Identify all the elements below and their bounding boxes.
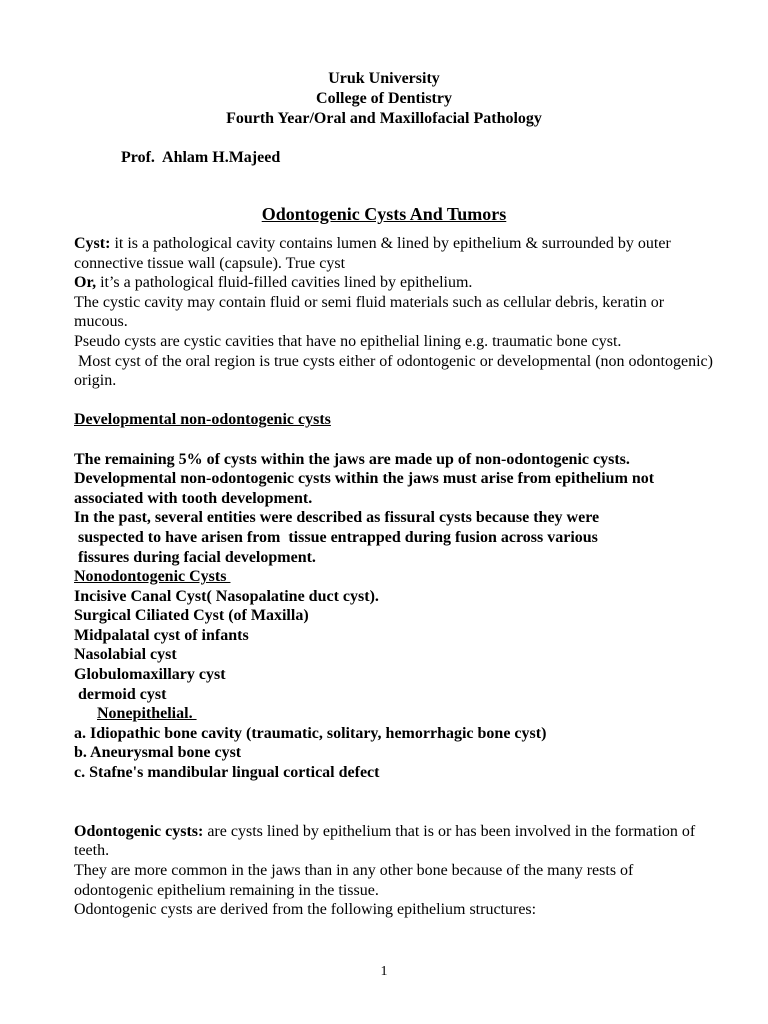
- cyst-origin: Most cyst of the oral region is true cysts either of odontogenic or developmental (non odontogenic) origin.: [74, 352, 717, 390]
- nonodontogenic-heading: Nonodontogenic Cysts: [74, 568, 231, 586]
- spacer: [74, 783, 714, 822]
- odontogenic-def-text: are cysts lined by epithelium that is or has been involved in the formation of teeth.: [74, 822, 700, 860]
- alt-definition: [74, 273, 714, 293]
- university-name: Uruk University: [328, 70, 440, 87]
- list-item: a. Idiopathic bone cavity (traumatic, solitary, hemorrhagic bone cyst): [74, 724, 547, 742]
- list-item: dermoid cyst: [74, 685, 167, 703]
- odontogenic-common: They are more common in the jaws than in any other bone because of the many rests of odontogenic epithelium remaining in the tissue.: [74, 862, 638, 899]
- developmental-para-2: Developmental non-odontogenic cysts within the jaws must arise from epithelium not associated with tooth development.: [74, 470, 659, 507]
- page-number: 1: [380, 964, 388, 979]
- developmental-para-3b: suspected to have arisen from tissue entrapped during fusion across various: [74, 528, 598, 546]
- nonepithelial-heading-text: Nonepithelial.: [97, 705, 197, 723]
- list-item: Globulomaxillary cyst: [74, 666, 226, 684]
- developmental-para-3c: fissures during facial development.: [74, 548, 316, 566]
- odontogenic-definition: [74, 822, 714, 861]
- developmental-para-1: The remaining 5% of cysts within the jaws are made up of non-odontogenic cysts.: [74, 450, 630, 468]
- list-item: Incisive Canal Cyst( Nasopalatine duct cyst).: [74, 587, 379, 605]
- cyst-term: Cyst:: [74, 235, 111, 252]
- odontogenic-term: Odontogenic cysts:: [74, 822, 204, 840]
- list-item: Surgical Ciliated Cyst (of Maxilla): [74, 607, 309, 625]
- document-header: [0, 69, 768, 129]
- document-title: Odontogenic Cysts And Tumors: [261, 204, 507, 224]
- developmental-heading: Developmental non-odontogenic cysts: [74, 411, 331, 429]
- cyst-definition: [74, 234, 714, 273]
- cyst-contents: The cystic cavity may contain fluid or semi fluid materials such as cellular debris, keratin or mucous.: [74, 293, 669, 331]
- developmental-para-3: In the past, several entities were described as fissural cysts because they were: [74, 509, 600, 527]
- author-name: Prof. Ahlam H.Majeed: [121, 149, 281, 166]
- list-item: c. Stafne's mandibular lingual cortical defect: [74, 764, 380, 782]
- document-body: [74, 234, 717, 920]
- pseudo-cysts: Pseudo cysts are cystic cavities that have no epithelial lining e.g. traumatic bone cyst.: [74, 332, 622, 350]
- nonepithelial-heading: [74, 704, 714, 724]
- list-item: b. Aneurysmal bone cyst: [74, 744, 242, 762]
- cyst-def-text: it is a pathological cavity contains lumen & lined by epithelium & surrounded by outer connective tissue wall (capsule). True cyst: [74, 235, 675, 272]
- odontogenic-derived: Odontogenic cysts are derived from the following epithelium structures:: [74, 901, 537, 919]
- or-def-text: it’s a pathological fluid-filled cavities lined by epithelium.: [96, 274, 473, 292]
- list-item: Midpalatal cyst of infants: [74, 626, 249, 644]
- spacer: [74, 430, 714, 450]
- college-name: College of Dentistry: [316, 90, 452, 107]
- course-name: Fourth Year/Oral and Maxillofacial Pathology: [226, 110, 542, 127]
- list-item: Nasolabial cyst: [74, 646, 177, 664]
- or-term: Or,: [74, 274, 97, 292]
